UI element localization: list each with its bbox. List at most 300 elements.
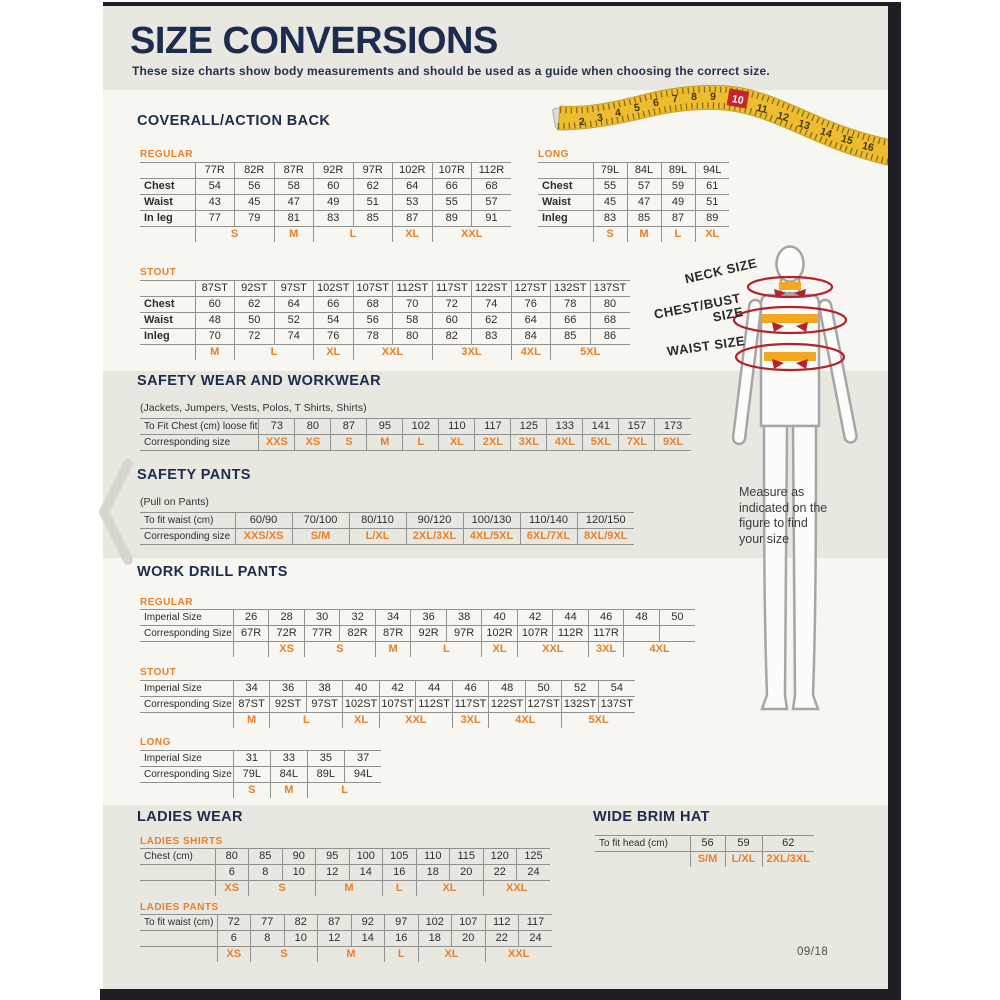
table-cell: 107ST bbox=[353, 281, 393, 297]
ladies-pants-label: LADIES PANTS bbox=[140, 902, 219, 913]
table-cell: 102R bbox=[482, 626, 518, 642]
figure-left-arm bbox=[732, 299, 762, 444]
table-cell: 4XL bbox=[489, 713, 562, 729]
table-cell: 97R bbox=[446, 626, 482, 642]
table-cell: 3XL bbox=[588, 642, 624, 658]
table-cell: 80 bbox=[215, 849, 249, 865]
table-cell: 107ST bbox=[379, 697, 416, 713]
table-cell: 47 bbox=[627, 195, 661, 211]
size-table bbox=[140, 680, 635, 728]
table-cell: S bbox=[593, 227, 627, 243]
table-cell: 10 bbox=[284, 931, 318, 947]
table-row bbox=[140, 211, 511, 227]
table-cell: 83 bbox=[593, 211, 627, 227]
table-row bbox=[140, 697, 635, 713]
tape-number: 3 bbox=[596, 111, 604, 125]
table-cell: 60 bbox=[314, 179, 354, 195]
table-cell: 6 bbox=[215, 865, 249, 881]
tape-number: 9 bbox=[709, 90, 717, 104]
size-table bbox=[140, 418, 691, 451]
table-cell: 89 bbox=[432, 211, 472, 227]
table-cell: S bbox=[195, 227, 274, 243]
table-cell: L bbox=[307, 783, 381, 799]
table-cell: 66 bbox=[551, 313, 591, 329]
table-cell: 32 bbox=[340, 610, 376, 626]
table-row bbox=[140, 947, 552, 963]
table-cell: 112R bbox=[472, 163, 512, 179]
table-cell: 45 bbox=[235, 195, 275, 211]
tape-number: 2 bbox=[578, 115, 586, 129]
table-cell: 80 bbox=[590, 297, 630, 313]
table-cell: 14 bbox=[349, 865, 383, 881]
safety-pants-heading: SAFETY PANTS bbox=[137, 467, 251, 483]
table-cell: 56 bbox=[353, 313, 393, 329]
table-cell: 87 bbox=[393, 211, 433, 227]
table-cell: 85 bbox=[249, 849, 283, 865]
table-cell: 127ST bbox=[525, 697, 562, 713]
table-row bbox=[140, 626, 695, 642]
table-cell: 64 bbox=[274, 297, 314, 313]
table-cell: 89L bbox=[307, 767, 344, 783]
table-cell: 87ST bbox=[233, 697, 270, 713]
tape-number: 6 bbox=[652, 96, 660, 110]
table-cell: 97ST bbox=[274, 281, 314, 297]
table-cell: 57 bbox=[472, 195, 512, 211]
table-cell: 59 bbox=[725, 836, 762, 852]
table-cell: 36 bbox=[411, 610, 447, 626]
table-cell: 87ST bbox=[195, 281, 235, 297]
tape-number: 7 bbox=[671, 92, 679, 106]
table-cell: S bbox=[304, 642, 375, 658]
table-cell: Corresponding Size bbox=[140, 767, 233, 783]
tape-number-highlight: 10 bbox=[731, 93, 745, 107]
page-title: SIZE CONVERSIONS bbox=[130, 20, 498, 62]
table-cell: 53 bbox=[393, 195, 433, 211]
table-cell: S/M bbox=[690, 852, 725, 868]
table-cell: XXL bbox=[517, 642, 588, 658]
table-cell: 79 bbox=[235, 211, 275, 227]
tape-number: 8 bbox=[691, 91, 697, 103]
table-cell: 80 bbox=[393, 329, 433, 345]
table-cell: S bbox=[331, 435, 367, 451]
table-cell: 50 bbox=[659, 610, 695, 626]
coverall-regular-table bbox=[140, 162, 511, 242]
table-cell: XS bbox=[295, 435, 331, 451]
table-cell bbox=[140, 345, 195, 361]
tape-number: 4 bbox=[614, 106, 622, 120]
table-cell: L bbox=[314, 227, 393, 243]
table-cell: L bbox=[411, 642, 482, 658]
table-cell: 70/100 bbox=[292, 513, 349, 529]
table-cell: XL bbox=[416, 881, 483, 897]
table-row bbox=[140, 345, 630, 361]
table-cell: 122ST bbox=[489, 697, 526, 713]
table-cell: 85 bbox=[353, 211, 393, 227]
table-row bbox=[140, 931, 552, 947]
table-cell: 2XL/3XL bbox=[406, 529, 463, 545]
table-row bbox=[140, 713, 635, 729]
table-cell: 91 bbox=[472, 211, 512, 227]
table-cell: 117 bbox=[475, 419, 511, 435]
table-row bbox=[140, 297, 630, 313]
table-cell: 56 bbox=[690, 836, 725, 852]
coverall-long-table bbox=[538, 162, 729, 242]
table-row bbox=[140, 681, 635, 697]
table-cell: 97 bbox=[385, 915, 419, 931]
table-cell bbox=[595, 852, 690, 868]
table-row bbox=[538, 179, 729, 195]
table-cell: XL bbox=[343, 713, 380, 729]
frame-right-edge bbox=[888, 2, 901, 998]
table-cell: To fit waist (cm) bbox=[140, 915, 217, 931]
table-cell: 72 bbox=[432, 297, 472, 313]
table-cell: 132ST bbox=[562, 697, 599, 713]
table-cell: 7XL bbox=[619, 435, 655, 451]
waist-size-label: WAIST SIZE bbox=[665, 333, 746, 359]
size-table bbox=[538, 162, 729, 242]
size-table bbox=[140, 162, 511, 242]
table-cell: 45 bbox=[593, 195, 627, 211]
table-cell: 97ST bbox=[306, 697, 343, 713]
table-cell: 157 bbox=[619, 419, 655, 435]
work-drill-long-table bbox=[140, 750, 381, 798]
table-cell: 115 bbox=[450, 849, 484, 865]
table-row bbox=[538, 211, 729, 227]
table-cell: 133 bbox=[547, 419, 583, 435]
table-cell: Chest bbox=[140, 297, 195, 313]
figure-right-arm bbox=[818, 299, 857, 444]
table-cell: XXL bbox=[485, 947, 552, 963]
table-cell: 28 bbox=[269, 610, 305, 626]
safety-pants-table bbox=[140, 512, 634, 545]
measuring-tape-illustration bbox=[552, 78, 900, 173]
safety-wear-heading: SAFETY WEAR AND WORKWEAR bbox=[137, 373, 382, 389]
table-cell: 43 bbox=[195, 195, 235, 211]
table-cell: 4XL bbox=[624, 642, 695, 658]
table-cell: S bbox=[251, 947, 318, 963]
table-cell: 85 bbox=[627, 211, 661, 227]
table-cell: 137ST bbox=[598, 697, 635, 713]
table-cell: XL bbox=[482, 642, 518, 658]
table-cell: 18 bbox=[418, 931, 452, 947]
table-cell: 55 bbox=[593, 179, 627, 195]
table-cell bbox=[140, 281, 195, 297]
table-cell: 80/110 bbox=[349, 513, 406, 529]
table-cell: 112R bbox=[553, 626, 589, 642]
table-cell: XS bbox=[215, 881, 249, 897]
table-cell: 24 bbox=[519, 931, 553, 947]
table-cell: 18 bbox=[416, 865, 450, 881]
table-cell: 60 bbox=[195, 297, 235, 313]
table-row bbox=[140, 915, 552, 931]
table-cell: 5XL bbox=[583, 435, 619, 451]
table-cell: 30 bbox=[304, 610, 340, 626]
size-table bbox=[140, 609, 695, 657]
table-cell: 74 bbox=[472, 297, 512, 313]
table-cell: 31 bbox=[233, 751, 270, 767]
table-cell: 137ST bbox=[590, 281, 630, 297]
table-cell: 8XL/9XL bbox=[577, 529, 634, 545]
tape-number: 16 bbox=[860, 139, 876, 155]
table-cell: 100 bbox=[349, 849, 383, 865]
table-cell: 12 bbox=[318, 931, 352, 947]
table-cell: 47 bbox=[274, 195, 314, 211]
frame-top-edge bbox=[103, 2, 888, 6]
table-cell: L/XL bbox=[349, 529, 406, 545]
table-cell: 52 bbox=[562, 681, 599, 697]
table-row bbox=[140, 642, 695, 658]
figure-caption: Measure as indicated on the figure to find your size bbox=[739, 485, 828, 546]
table-cell: 110/140 bbox=[520, 513, 577, 529]
coverall-regular-label: REGULAR bbox=[140, 149, 193, 160]
table-cell: 72 bbox=[235, 329, 275, 345]
table-cell: 36 bbox=[270, 681, 307, 697]
size-table bbox=[140, 280, 630, 360]
table-cell: S bbox=[249, 881, 316, 897]
table-cell: 16 bbox=[383, 865, 417, 881]
table-cell: 62 bbox=[353, 179, 393, 195]
table-cell: 57 bbox=[627, 179, 661, 195]
table-cell: 79L bbox=[593, 163, 627, 179]
table-cell: M bbox=[195, 345, 235, 361]
table-cell: 82 bbox=[432, 329, 472, 345]
table-cell: 2XL bbox=[475, 435, 511, 451]
table-cell: 102ST bbox=[343, 697, 380, 713]
carousel-prev-chevron-icon[interactable] bbox=[90, 456, 142, 568]
wide-brim-hat-heading: WIDE BRIM HAT bbox=[593, 809, 710, 825]
figure-right-leg bbox=[793, 426, 818, 709]
table-cell bbox=[140, 865, 215, 881]
table-cell: 125 bbox=[511, 419, 547, 435]
table-cell: XL bbox=[695, 227, 729, 243]
table-cell: 83 bbox=[314, 211, 354, 227]
table-cell: 112ST bbox=[393, 281, 433, 297]
table-row bbox=[140, 163, 511, 179]
table-row bbox=[140, 329, 630, 345]
table-cell: 66 bbox=[432, 179, 472, 195]
table-cell: 90/120 bbox=[406, 513, 463, 529]
table-cell: 49 bbox=[314, 195, 354, 211]
tape-number: 14 bbox=[818, 125, 834, 141]
table-row bbox=[140, 881, 550, 897]
table-row bbox=[140, 767, 381, 783]
table-cell: Inleg bbox=[538, 211, 593, 227]
table-cell: 40 bbox=[343, 681, 380, 697]
tape-number: 5 bbox=[633, 101, 641, 115]
table-cell: 22 bbox=[485, 931, 519, 947]
table-cell: M bbox=[627, 227, 661, 243]
table-cell bbox=[140, 642, 233, 658]
table-cell: 34 bbox=[233, 681, 270, 697]
table-cell: 37 bbox=[344, 751, 381, 767]
table-cell: L bbox=[385, 947, 419, 963]
table-cell: 83 bbox=[472, 329, 512, 345]
table-cell: L bbox=[270, 713, 343, 729]
table-cell: To fit head (cm) bbox=[595, 836, 690, 852]
table-cell: 87R bbox=[375, 626, 411, 642]
table-cell: 5XL bbox=[562, 713, 635, 729]
table-cell: M bbox=[274, 227, 314, 243]
table-row bbox=[140, 610, 695, 626]
table-cell: XL bbox=[393, 227, 433, 243]
table-cell: 87 bbox=[318, 915, 352, 931]
table-cell bbox=[140, 783, 233, 799]
table-row bbox=[140, 313, 630, 329]
table-cell bbox=[140, 227, 195, 243]
table-cell: 127ST bbox=[511, 281, 551, 297]
table-cell: 50 bbox=[235, 313, 275, 329]
table-cell: M bbox=[316, 881, 383, 897]
safety-pants-note: (Pull on Pants) bbox=[140, 496, 209, 508]
table-cell: 117 bbox=[519, 915, 553, 931]
table-cell: 110 bbox=[439, 419, 475, 435]
table-cell: 51 bbox=[353, 195, 393, 211]
table-cell: To Fit Chest (cm) loose fit bbox=[140, 419, 259, 435]
table-cell: 60/90 bbox=[235, 513, 292, 529]
table-cell: 89 bbox=[695, 211, 729, 227]
size-table bbox=[140, 512, 634, 545]
table-cell bbox=[140, 163, 195, 179]
table-cell: Inleg bbox=[140, 329, 195, 345]
table-cell: 22 bbox=[483, 865, 517, 881]
ladies-shirts-table bbox=[140, 848, 550, 896]
table-cell: 112ST bbox=[416, 697, 453, 713]
table-cell: 120/150 bbox=[577, 513, 634, 529]
size-table bbox=[595, 835, 814, 867]
table-cell: 38 bbox=[306, 681, 343, 697]
ladies-wear-heading: LADIES WEAR bbox=[137, 809, 243, 825]
page-subtitle: These size charts show body measurements and should be used as a guide when choosing the correct size. bbox=[132, 64, 770, 78]
table-cell: 8 bbox=[249, 865, 283, 881]
waist-band bbox=[764, 352, 816, 361]
table-row bbox=[538, 163, 729, 179]
table-cell: 42 bbox=[379, 681, 416, 697]
frame-bottom-edge bbox=[100, 989, 901, 1000]
table-cell: 76 bbox=[511, 297, 551, 313]
table-cell: Imperial Size bbox=[140, 610, 233, 626]
tape-number: 11 bbox=[755, 101, 769, 117]
table-cell: 48 bbox=[195, 313, 235, 329]
table-cell: XS bbox=[269, 642, 305, 658]
table-cell: XXS bbox=[259, 435, 295, 451]
table-cell: 72 bbox=[217, 915, 251, 931]
ladies-shirts-label: LADIES SHIRTS bbox=[140, 836, 223, 847]
table-row bbox=[140, 865, 550, 881]
neck-band bbox=[779, 282, 801, 290]
table-cell: 62 bbox=[472, 313, 512, 329]
table-cell: L bbox=[661, 227, 695, 243]
table-cell: 3XL bbox=[452, 713, 489, 729]
tape-number: 12 bbox=[775, 109, 791, 125]
table-cell: XXL bbox=[379, 713, 452, 729]
table-cell: 79L bbox=[233, 767, 270, 783]
table-cell: 84L bbox=[627, 163, 661, 179]
table-cell: XL bbox=[418, 947, 485, 963]
table-cell bbox=[624, 626, 660, 642]
table-cell: Corresponding Size bbox=[140, 626, 233, 642]
table-cell: 132ST bbox=[551, 281, 591, 297]
table-cell bbox=[538, 163, 593, 179]
table-cell: 42 bbox=[517, 610, 553, 626]
table-cell bbox=[140, 881, 215, 897]
table-cell: 10 bbox=[282, 865, 316, 881]
table-cell: 78 bbox=[551, 297, 591, 313]
table-cell: 46 bbox=[452, 681, 489, 697]
table-cell: 70 bbox=[195, 329, 235, 345]
neck-size-label: NECK SIZE bbox=[683, 255, 759, 287]
table-cell: 87R bbox=[274, 163, 314, 179]
table-cell: 74 bbox=[274, 329, 314, 345]
table-cell: L/XL bbox=[725, 852, 762, 868]
table-row bbox=[140, 281, 630, 297]
table-cell: XL bbox=[314, 345, 354, 361]
table-cell: 77 bbox=[251, 915, 285, 931]
table-cell: 110 bbox=[416, 849, 450, 865]
work-drill-stout-label: STOUT bbox=[140, 667, 177, 678]
table-row bbox=[140, 227, 511, 243]
chest-bust-size-label: CHEST/BUST SIZE bbox=[652, 290, 745, 325]
table-cell: 105 bbox=[383, 849, 417, 865]
table-cell: To fit waist (cm) bbox=[140, 513, 235, 529]
table-cell: 62 bbox=[235, 297, 275, 313]
table-row bbox=[140, 435, 691, 451]
table-cell: 55 bbox=[432, 195, 472, 211]
table-cell: XL bbox=[439, 435, 475, 451]
work-drill-stout-table bbox=[140, 680, 635, 728]
table-cell: 107R bbox=[517, 626, 553, 642]
table-cell: 82 bbox=[284, 915, 318, 931]
table-cell: 92R bbox=[411, 626, 447, 642]
coverall-long-label: LONG bbox=[538, 149, 569, 160]
table-cell: XXL bbox=[353, 345, 432, 361]
wide-brim-hat-table bbox=[595, 835, 814, 867]
table-cell: L bbox=[235, 345, 314, 361]
table-cell: 40 bbox=[482, 610, 518, 626]
safety-wear-table bbox=[140, 418, 691, 451]
table-cell: 77R bbox=[195, 163, 235, 179]
table-cell: Waist bbox=[140, 313, 195, 329]
table-cell: 46 bbox=[588, 610, 624, 626]
work-drill-heading: WORK DRILL PANTS bbox=[137, 564, 288, 580]
table-cell: 62 bbox=[762, 836, 814, 852]
table-cell: 6XL/7XL bbox=[520, 529, 577, 545]
table-cell: XXL bbox=[483, 881, 550, 897]
table-cell: 107R bbox=[432, 163, 472, 179]
table-cell: 60 bbox=[432, 313, 472, 329]
table-cell: Imperial Size bbox=[140, 751, 233, 767]
table-cell: 54 bbox=[598, 681, 635, 697]
chest-band bbox=[762, 314, 818, 323]
table-cell: 173 bbox=[655, 419, 691, 435]
table-cell: In leg bbox=[140, 211, 195, 227]
table-cell: 84L bbox=[270, 767, 307, 783]
table-cell: 70 bbox=[393, 297, 433, 313]
size-table bbox=[140, 848, 550, 896]
table-cell bbox=[140, 931, 217, 947]
table-cell: 38 bbox=[446, 610, 482, 626]
table-cell: Chest bbox=[538, 179, 593, 195]
table-cell: 66 bbox=[314, 297, 354, 313]
table-cell: L bbox=[383, 881, 417, 897]
table-cell: 90 bbox=[282, 849, 316, 865]
table-cell: 141 bbox=[583, 419, 619, 435]
table-cell: 2XL/3XL bbox=[762, 852, 814, 868]
figure-left-leg bbox=[762, 426, 787, 709]
table-cell: 67R bbox=[233, 626, 269, 642]
table-cell: 16 bbox=[385, 931, 419, 947]
table-cell: L bbox=[403, 435, 439, 451]
table-cell: 68 bbox=[472, 179, 512, 195]
